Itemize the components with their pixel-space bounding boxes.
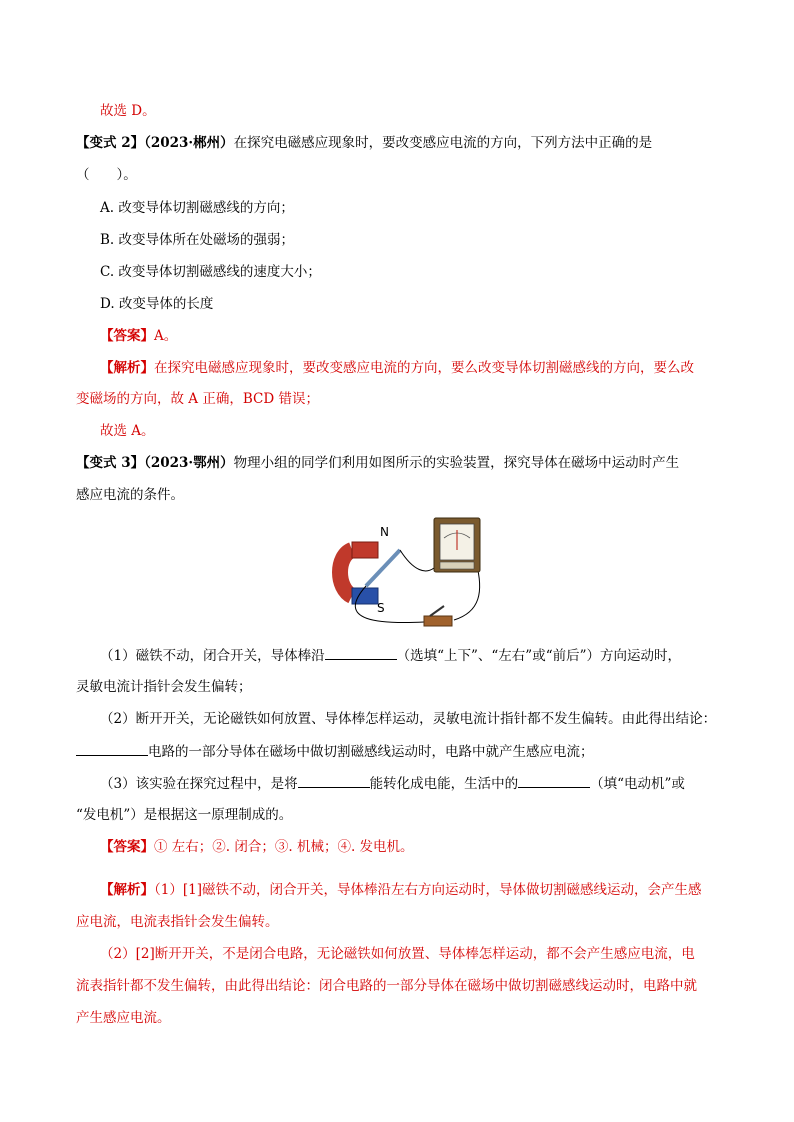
analysis-text: （1）[1]磁铁不动，闭合开关，导体棒沿左右方向运动时，导体做切割磁感线运动，会产生感 — [154, 882, 702, 898]
wire — [400, 550, 434, 571]
analysis-v3-line4: 流表指针都不发生偏转，由此得出结论：闭合电路的一部分导体在磁场中做切割磁感线运动时，电路中就 — [76, 978, 697, 994]
south-label: S — [377, 601, 385, 615]
conclusion-prev: 故选 D。 — [100, 103, 156, 119]
question-source: （2023·鄂州） — [144, 455, 234, 471]
blank-4[interactable] — [518, 773, 590, 788]
q3-text: 能转化成电能，生活中的 — [369, 776, 519, 792]
switch-lever — [430, 606, 444, 616]
question-v2-stem — [76, 133, 652, 153]
q3-line2: “发电机”）是根据这一原理制成的。 — [76, 807, 293, 823]
analysis-tag: 【解析】 — [100, 882, 154, 898]
q1-text: （1）磁铁不动，闭合开关，导体棒沿 — [100, 648, 325, 664]
analysis-v2-line1 — [100, 358, 694, 378]
q2-line2 — [76, 741, 594, 762]
magnet-north-arm — [352, 542, 378, 558]
answer-tag: 【答案】 — [100, 839, 154, 855]
q3-text: （3）该实验在探究过程中，是将 — [100, 776, 298, 792]
q1-line2: 灵敏电流计指针会发生偏转； — [76, 679, 252, 695]
north-label: N — [380, 525, 389, 539]
analysis-text: 在探究电磁感应现象时，要改变感应电流的方向，要么改变导体切割磁感线的方向，要么改 — [154, 360, 694, 376]
question-v2-paren: （ ）。 — [76, 167, 137, 183]
option-b: B. 改变导体所在处磁场的强弱； — [100, 232, 295, 248]
q1-text: （选填“上下”、“左右”或“前后”）方向运动时， — [396, 648, 682, 664]
experiment-figure — [330, 512, 490, 630]
analysis-v3-line1 — [100, 880, 701, 900]
question-text: 物理小组的同学们利用如图所示的实验装置，探究导体在磁场中运动时产生 — [233, 455, 680, 471]
q2-text: 电路的一部分导体在磁场中做切割磁感线运动时，电路中就产生感应电流； — [148, 744, 594, 760]
answer-text: ① 左右；②. 闭合；③. 机械；④. 发电机。 — [154, 839, 414, 855]
analysis-tag: 【解析】 — [100, 360, 154, 376]
question-text: 在探究电磁感应现象时，要改变感应电流的方向，下列方法中正确的是 — [233, 135, 653, 151]
q2-line1: （2）断开开关，无论磁铁如何放置、导体棒怎样运动，灵敏电流计指针都不发生偏转。由此得出结论： — [100, 711, 717, 727]
option-c: C. 改变导体切割磁感线的速度大小； — [100, 264, 321, 280]
terminals — [440, 562, 474, 569]
q3-line1 — [100, 773, 685, 794]
blank-1[interactable] — [325, 645, 397, 660]
analysis-v3-line3: （2）[2]断开开关，不是闭合电路，无论磁铁如何放置、导体棒怎样运动，都不会产生感应电流，电 — [100, 946, 695, 962]
analysis-v2-line2: 变磁场的方向，故 A 正确，BCD 错误； — [76, 391, 319, 407]
question-v3-stem-2: 感应电流的条件。 — [76, 487, 184, 503]
analysis-v3-line5: 产生感应电流。 — [76, 1010, 171, 1026]
blank-3[interactable] — [298, 773, 370, 788]
question-v3-stem — [76, 453, 679, 473]
answer-v3 — [100, 837, 414, 857]
magnet-body — [340, 550, 352, 596]
blank-2[interactable] — [76, 741, 148, 756]
conclusion-v2: 故选 A。 — [100, 423, 155, 439]
question-tag: 【变式 3】 — [76, 455, 145, 471]
option-d: D. 改变导体的长度 — [100, 296, 214, 312]
analysis-v3-line2: 应电流，电流表指针会发生偏转。 — [76, 914, 279, 930]
option-a: A. 改变导体切割磁感线的方向； — [100, 200, 294, 216]
question-tag: 【变式 2】 — [76, 135, 145, 151]
answer-v2 — [100, 326, 177, 346]
q3-text: （填“电动机”或 — [590, 776, 685, 792]
q1-line1 — [100, 645, 681, 666]
answer-tag: 【答案】 — [100, 328, 154, 344]
switch-base — [424, 616, 452, 626]
answer-text: A。 — [154, 328, 178, 344]
question-source: （2023·郴州） — [144, 135, 234, 151]
